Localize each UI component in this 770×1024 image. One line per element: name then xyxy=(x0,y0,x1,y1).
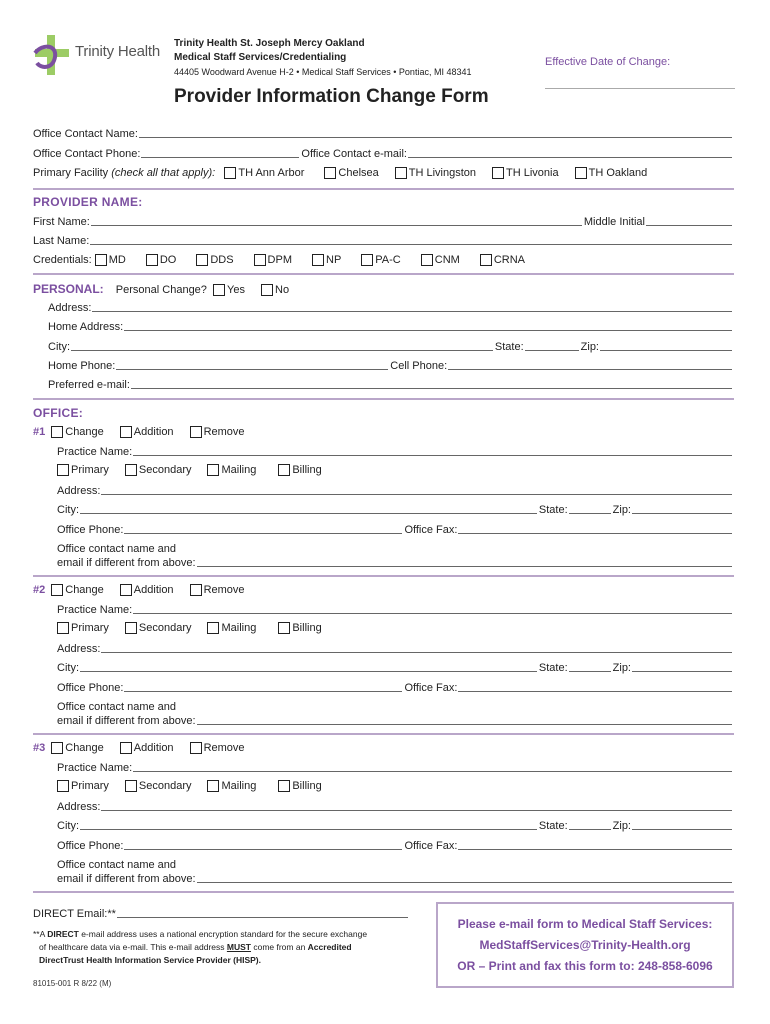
org-address: 44405 Woodward Avenue H-2 • Medical Staff Services • Pontiac, MI 48341 xyxy=(174,67,472,77)
office-address-row xyxy=(57,484,734,497)
credential-option[interactable] xyxy=(254,254,292,266)
credential-option[interactable] xyxy=(312,254,341,266)
zip-label: Zip: xyxy=(612,820,631,832)
phone-row xyxy=(48,359,734,372)
divider xyxy=(33,273,734,275)
page-title: Provider Information Change Form xyxy=(174,86,489,107)
middle-initial-field[interactable] xyxy=(646,215,732,226)
preferred-email-row xyxy=(48,378,734,391)
office-addition-option[interactable] xyxy=(120,426,174,438)
checkbox[interactable] xyxy=(57,622,69,634)
office-block-3-actions xyxy=(33,742,734,754)
option-label: MD xyxy=(108,254,126,266)
direct-email-row xyxy=(33,907,410,920)
contact-phone-label: Office Contact Phone: xyxy=(33,148,141,160)
option-label: Mailing xyxy=(221,780,257,792)
office-contact-row xyxy=(57,714,734,727)
city-label: City: xyxy=(57,662,79,674)
home-address-row xyxy=(48,320,734,333)
address-field[interactable] xyxy=(101,800,732,811)
checkbox[interactable] xyxy=(196,254,208,266)
personal-change-label: Personal Change? xyxy=(115,284,207,296)
option-label: Secondary xyxy=(138,780,192,792)
divider xyxy=(33,733,734,735)
personal-no-option[interactable] xyxy=(261,284,289,296)
option-label: NP xyxy=(326,254,342,266)
submit-line1: Please e-mail form to Medical Staff Services: xyxy=(457,917,713,931)
checkbox[interactable] xyxy=(361,254,373,266)
office-contact-line2: email if different from above: xyxy=(57,873,196,885)
office-remove-option[interactable] xyxy=(190,584,245,596)
address-label: Address: xyxy=(57,801,101,813)
city-label: City: xyxy=(57,820,79,832)
credentials-label: Credentials: xyxy=(33,254,92,266)
checkbox[interactable] xyxy=(125,622,137,634)
address-field[interactable] xyxy=(101,642,732,653)
option-label: Secondary xyxy=(138,464,192,476)
direct-note xyxy=(33,928,423,967)
office-change-option[interactable] xyxy=(51,742,104,754)
checkbox[interactable] xyxy=(278,780,290,792)
option-label: Change xyxy=(65,584,104,596)
option-label: Addition xyxy=(133,426,174,438)
logo-text: Trinity Health xyxy=(75,43,161,60)
option-label: No xyxy=(275,284,290,296)
contact-email-label: Office Contact e-mail: xyxy=(301,148,407,160)
office-fax-label: Office Fax: xyxy=(404,524,458,536)
checkbox[interactable] xyxy=(120,426,132,438)
zip-field[interactable] xyxy=(632,819,732,830)
office-fax-field[interactable] xyxy=(458,681,732,692)
checkbox[interactable] xyxy=(480,254,492,266)
option-label: Mailing xyxy=(221,622,257,634)
checkbox[interactable] xyxy=(57,780,69,792)
state-field[interactable] xyxy=(525,340,579,351)
office-type-option[interactable] xyxy=(207,622,256,634)
office-contact-row xyxy=(57,872,734,885)
office-type-option[interactable] xyxy=(57,780,109,792)
option-label: Mailing xyxy=(221,464,257,476)
option-label: TH Livonia xyxy=(506,167,559,179)
home-phone-label: Home Phone: xyxy=(48,360,116,372)
checkbox[interactable] xyxy=(421,254,433,266)
office-fax-field[interactable] xyxy=(458,523,732,534)
option-label: Chelsea xyxy=(338,167,379,179)
option-label: Change xyxy=(65,742,104,754)
first-name-label: First Name: xyxy=(33,216,90,228)
preferred-email-field[interactable] xyxy=(131,378,732,389)
practice-name-field[interactable] xyxy=(133,761,732,772)
divider xyxy=(33,891,734,893)
zip-field[interactable] xyxy=(600,340,732,351)
office-contact-line1: Office contact name and xyxy=(57,701,177,713)
option-label: DDS xyxy=(210,254,234,266)
office-change-option[interactable] xyxy=(51,426,104,438)
checkbox[interactable] xyxy=(224,167,236,179)
practice-name-label: Practice Name: xyxy=(57,446,133,458)
address-field[interactable] xyxy=(92,301,732,312)
option-label: TH Oakland xyxy=(588,167,648,179)
divider xyxy=(33,398,734,400)
home-phone-field[interactable] xyxy=(116,359,388,370)
effective-date-label: Effective Date of Change: xyxy=(545,56,671,68)
checkbox[interactable] xyxy=(51,584,63,596)
option-label: Remove xyxy=(203,742,245,754)
personal-heading: PERSONAL: xyxy=(33,282,104,296)
office-contact-line1: Office contact name and xyxy=(57,859,177,871)
checkbox[interactable] xyxy=(190,584,202,596)
first-name-field[interactable] xyxy=(91,215,582,226)
option-label: Primary xyxy=(71,464,109,476)
credential-option[interactable] xyxy=(480,254,525,266)
office-fax-field[interactable] xyxy=(458,839,732,850)
contact-phone-field[interactable] xyxy=(141,147,299,158)
option-label: Billing xyxy=(292,780,322,792)
office-contact-line1: Office contact name and xyxy=(57,543,177,555)
trinity-health-logo xyxy=(33,33,173,77)
checkbox[interactable] xyxy=(278,622,290,634)
checkbox[interactable] xyxy=(575,167,587,179)
option-label: Billing xyxy=(292,622,322,634)
direct-note-line2: of healthcare data via e-mail. This e-mail address MUST come from an Accredited xyxy=(39,942,352,952)
practice-name-label: Practice Name: xyxy=(57,604,133,616)
checkbox[interactable] xyxy=(213,284,225,296)
state-label: State: xyxy=(538,504,568,516)
last-name-label: Last Name: xyxy=(33,235,90,247)
office-phone-row xyxy=(57,839,734,852)
zip-label: Zip: xyxy=(580,341,599,353)
office-contact-field[interactable] xyxy=(197,714,732,725)
checkbox[interactable] xyxy=(312,254,324,266)
checkbox[interactable] xyxy=(125,464,137,476)
office-contact-line2: email if different from above: xyxy=(57,557,196,569)
city-field[interactable] xyxy=(80,503,537,514)
office-contact-label xyxy=(57,859,176,872)
office-block-number: #2 xyxy=(33,584,46,596)
office-type-option[interactable] xyxy=(57,622,109,634)
zip-field[interactable] xyxy=(632,503,732,514)
submit-fax-line: OR – Print and fax this form to: 248-858-6096 xyxy=(457,959,713,973)
office-fax-label: Office Fax: xyxy=(404,682,458,694)
cell-phone-field[interactable] xyxy=(448,359,732,370)
checkbox[interactable] xyxy=(254,254,266,266)
submit-email-link[interactable]: MedStaffServices@Trinity-Health.org xyxy=(479,938,691,952)
option-label: Addition xyxy=(133,584,174,596)
zip-label: Zip: xyxy=(612,504,631,516)
office-type-option[interactable] xyxy=(125,464,192,476)
office-contact-field[interactable] xyxy=(197,556,732,567)
state-field[interactable] xyxy=(569,661,611,672)
personal-city-row xyxy=(48,340,734,353)
office-phone-row xyxy=(57,681,734,694)
facility-option[interactable] xyxy=(224,167,304,179)
office-city-row xyxy=(57,819,734,832)
practice-name-field[interactable] xyxy=(133,445,732,456)
checkbox[interactable] xyxy=(324,167,336,179)
first-name-row xyxy=(33,215,734,228)
office-phone-field[interactable] xyxy=(124,839,402,850)
city-field[interactable] xyxy=(71,340,493,351)
logo-cross-icon xyxy=(33,33,73,77)
office-phone-label: Office Phone: xyxy=(57,524,124,536)
address-label: Address: xyxy=(48,302,92,314)
direct-email-field[interactable] xyxy=(117,907,408,918)
office-phone-row xyxy=(57,523,734,536)
office-contact-field[interactable] xyxy=(197,872,732,883)
office-type-option[interactable] xyxy=(207,464,256,476)
office-city-row xyxy=(57,661,734,674)
org-name: Trinity Health St. Joseph Mercy Oakland xyxy=(174,38,365,49)
facility-label: Primary Facility xyxy=(33,167,109,179)
address-label: Address: xyxy=(57,485,101,497)
contact-phone-row xyxy=(33,147,734,160)
office-type-option[interactable] xyxy=(278,780,321,792)
option-label: Change xyxy=(65,426,104,438)
credential-option[interactable] xyxy=(146,254,177,266)
provider-heading: PROVIDER NAME: xyxy=(33,195,143,209)
state-field[interactable] xyxy=(569,819,611,830)
office-contact-label xyxy=(57,701,176,714)
state-label: State: xyxy=(494,341,524,353)
divider xyxy=(33,188,734,190)
city-field[interactable] xyxy=(80,661,537,672)
checkbox[interactable] xyxy=(146,254,158,266)
zip-field[interactable] xyxy=(632,661,732,672)
checkbox[interactable] xyxy=(395,167,407,179)
office-phone-field[interactable] xyxy=(124,523,402,534)
contact-name-field[interactable] xyxy=(139,127,732,138)
office-phone-field[interactable] xyxy=(124,681,402,692)
contact-name-row xyxy=(33,127,734,140)
credential-option[interactable] xyxy=(95,254,126,266)
option-label: DPM xyxy=(267,254,292,266)
zip-label: Zip: xyxy=(612,662,631,674)
option-label: TH Livingston xyxy=(408,167,477,179)
option-label: Secondary xyxy=(138,622,192,634)
office-type-row xyxy=(57,464,734,476)
office-addition-option[interactable] xyxy=(120,742,174,754)
state-label: State: xyxy=(538,662,568,674)
office-type-option[interactable] xyxy=(207,780,256,792)
option-label: CRNA xyxy=(493,254,525,266)
divider xyxy=(33,575,734,577)
checkbox[interactable] xyxy=(120,584,132,596)
last-name-row xyxy=(33,234,734,247)
checkbox[interactable] xyxy=(95,254,107,266)
practice-name-field[interactable] xyxy=(133,603,732,614)
office-city-row xyxy=(57,503,734,516)
option-label: Remove xyxy=(203,426,245,438)
office-block-number: #1 xyxy=(33,426,46,438)
personal-address-row xyxy=(48,301,734,314)
personal-header-row xyxy=(33,282,734,296)
office-change-option[interactable] xyxy=(51,584,104,596)
facility-note: (check all that apply): xyxy=(111,167,216,179)
address-label: Address: xyxy=(57,643,101,655)
office-remove-option[interactable] xyxy=(190,426,245,438)
credential-option[interactable] xyxy=(196,254,233,266)
checkbox[interactable] xyxy=(278,464,290,476)
checkbox[interactable] xyxy=(190,426,202,438)
city-label: City: xyxy=(48,341,70,353)
direct-email-label: DIRECT Email:** xyxy=(33,908,116,920)
facility-option[interactable] xyxy=(575,167,648,179)
office-fax-label: Office Fax: xyxy=(404,840,458,852)
office-type-row xyxy=(57,622,734,634)
option-label: Addition xyxy=(133,742,174,754)
office-heading: OFFICE: xyxy=(33,406,84,420)
home-address-label: Home Address: xyxy=(48,321,124,333)
option-label: TH Ann Arbor xyxy=(238,167,305,179)
checkbox[interactable] xyxy=(125,780,137,792)
office-phone-label: Office Phone: xyxy=(57,840,124,852)
credential-option[interactable] xyxy=(421,254,460,266)
facility-option[interactable] xyxy=(492,167,559,179)
option-label: DO xyxy=(159,254,177,266)
option-label: Primary xyxy=(71,622,109,634)
office-block-number: #3 xyxy=(33,742,46,754)
office-type-option[interactable] xyxy=(125,780,192,792)
option-label: Primary xyxy=(71,780,109,792)
effective-date-field[interactable] xyxy=(545,88,735,89)
contact-name-label: Office Contact Name: xyxy=(33,128,138,140)
office-phone-label: Office Phone: xyxy=(57,682,124,694)
office-contact-line2: email if different from above: xyxy=(57,715,196,727)
credentials-row xyxy=(33,254,734,266)
office-type-row xyxy=(57,780,734,792)
option-label: CNM xyxy=(434,254,460,266)
office-type-option[interactable] xyxy=(125,622,192,634)
cell-phone-label: Cell Phone: xyxy=(390,360,448,372)
submit-instructions-box xyxy=(436,902,734,988)
office-addition-option[interactable] xyxy=(120,584,174,596)
office-type-option[interactable] xyxy=(278,464,321,476)
checkbox[interactable] xyxy=(207,622,219,634)
office-address-row xyxy=(57,800,734,813)
checkbox[interactable] xyxy=(51,426,63,438)
practice-name-row xyxy=(57,761,734,774)
middle-initial-label: Middle Initial xyxy=(583,216,645,228)
checkbox[interactable] xyxy=(207,464,219,476)
dept-name: Medical Staff Services/Credentialing xyxy=(174,52,347,63)
practice-name-row xyxy=(57,445,734,458)
credential-option[interactable] xyxy=(361,254,400,266)
office-type-option[interactable] xyxy=(278,622,321,634)
office-remove-option[interactable] xyxy=(190,742,245,754)
state-label: State: xyxy=(538,820,568,832)
checkbox[interactable] xyxy=(261,284,273,296)
checkbox[interactable] xyxy=(51,742,63,754)
preferred-email-label: Preferred e-mail: xyxy=(48,379,130,391)
state-field[interactable] xyxy=(569,503,611,514)
option-label: Yes xyxy=(227,284,245,296)
checkbox[interactable] xyxy=(190,742,202,754)
home-address-field[interactable] xyxy=(124,320,732,331)
option-label: Billing xyxy=(292,464,322,476)
office-block-2-actions xyxy=(33,584,734,596)
checkbox[interactable] xyxy=(207,780,219,792)
option-label: Remove xyxy=(203,584,245,596)
office-contact-label xyxy=(57,543,176,556)
checkbox[interactable] xyxy=(57,464,69,476)
facility-row xyxy=(33,167,734,179)
office-address-row xyxy=(57,642,734,655)
city-field[interactable] xyxy=(80,819,537,830)
office-type-option[interactable] xyxy=(57,464,109,476)
form-code: 81015-001 R 8/22 (M) xyxy=(33,979,112,988)
option-label: PA-C xyxy=(375,254,401,266)
checkbox[interactable] xyxy=(120,742,132,754)
direct-note-line3: DirectTrust Health Information Service Provider (HISP). xyxy=(39,955,262,965)
office-block-1-actions xyxy=(33,426,734,438)
personal-yes-option[interactable] xyxy=(213,284,245,296)
practice-name-row xyxy=(57,603,734,616)
checkbox[interactable] xyxy=(492,167,504,179)
office-contact-row xyxy=(57,556,734,569)
last-name-field[interactable] xyxy=(90,234,732,245)
direct-note-line1: **A DIRECT e-mail address uses a national encryption standard for the secure exchange xyxy=(33,929,368,939)
facility-option[interactable] xyxy=(324,167,378,179)
org-header xyxy=(174,37,471,79)
address-field[interactable] xyxy=(101,484,732,495)
contact-email-field[interactable] xyxy=(408,147,732,158)
facility-option[interactable] xyxy=(395,167,476,179)
city-label: City: xyxy=(57,504,79,516)
practice-name-label: Practice Name: xyxy=(57,762,133,774)
